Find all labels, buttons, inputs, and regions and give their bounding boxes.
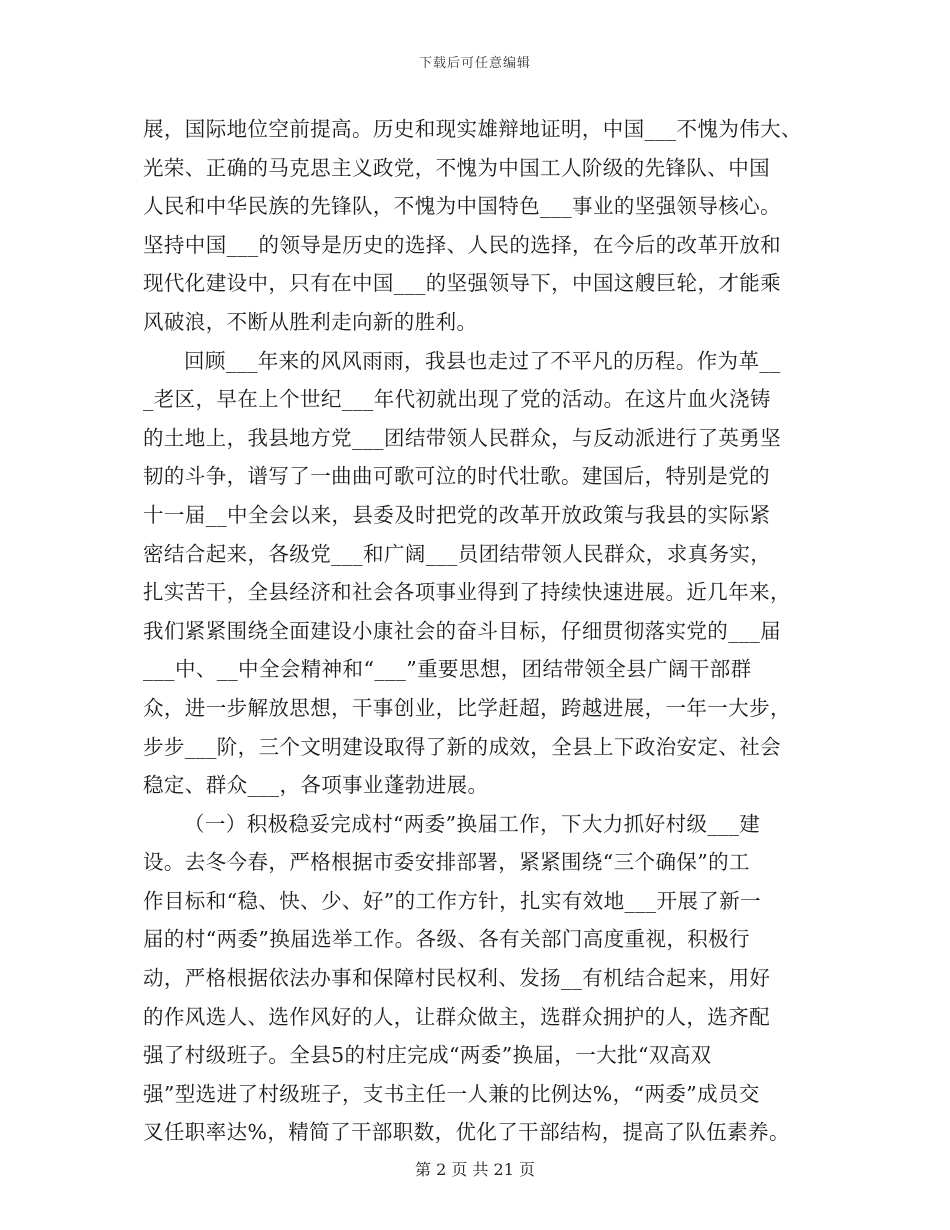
document-body [143,110,815,1152]
text-line: 扎实苦干，全县经济和社会各项事业得到了持续快速进展。近几年来， [143,580,791,605]
text-line: 我们紧紧围绕全面建设小康社会的奋斗目标，仔细贯彻落实党的___届 [143,618,782,643]
text-line: 人民和中华民族的先锋队，不愧为中国特色___事业的坚强领导核心。 [143,194,782,219]
text-line: 的土地上，我县地方党___团结带领人民群众，与反动派进行了英勇坚 [143,425,782,450]
text-line: 届的村“两委”换届选举工作。各级、各有关部门高度重视，积极行 [143,927,750,952]
text-line: 密结合起来，各级党___和广阔___员团结带领人民群众，求真务实， [143,541,772,566]
text-line: 设。去冬今春，严格根据市委安排部署，紧紧围绕“三个确保”的工 [143,850,750,875]
text-line: 作目标和“稳、快、少、好”的工作方针，扎实有效地___开展了新一 [143,888,762,913]
text-line: 现代化建设中，只有在中国___的坚强领导下，中国这艘巨轮，才能乘 [143,271,782,296]
text-line: 稳定、群众___，各项事业蓬勃进展。 [143,773,489,798]
text-line: 强了村级班子。全县5的村庄完成“两委”换届，一大批“双高双 [143,1043,712,1068]
text-line: 风破浪，不断从胜利走向新的胜利。 [143,309,478,334]
text-line: ___中、__中全会精神和“___”重要思想，团结带领全县广阔干部群 [143,657,752,682]
text-line: 叉任职率达%，精简了干部职数，优化了干部结构，提高了队伍素养。 [143,1120,790,1145]
text-line: 展，国际地位空前提高。历史和现实雄辩地证明，中国___不愧为伟大、 [143,117,802,141]
text-line: 众，进一步解放思想，干事创业，比学赶超，跨越进展，一年一大步， [143,695,791,720]
paragraph-start-line: 回顾___年来的风风雨雨，我县也走过了不平凡的历程。作为革__ [184,348,781,373]
text-line: 的作风选人、选作风好的人，让群众做主，选群众拥护的人，选齐配 [143,1004,770,1029]
page-header: 下载后可任意编辑 [418,56,531,71]
text-line: 光荣、正确的马克思主义政党，不愧为中国工人阶级的先锋队、中国 [143,155,770,180]
paragraph-start-line: （一）积极稳妥完成村“两委”换届工作，下大力抓好村级___建 [184,811,761,836]
text-line: 十一届__中全会以来，县委及时把党的改革开放政策与我县的实际紧 [143,502,771,527]
text-line: 步步___阶，三个文明建设取得了新的成效，全县上下政治安定、社会 [143,734,782,759]
text-line: 动，严格根据依法办事和保障村民权利、发扬__有机结合起来，用好 [143,966,771,991]
page-number-footer: 第 2 页 共 21 页 [415,1160,535,1179]
text-line: 韧的斗争，谱写了一曲曲可歌可泣的时代壮歌。建国后，特别是党的 [143,464,770,489]
text-line: 强”型选进了村级班子，支书主任一人兼的比例达%，“两委”成员交 [143,1081,760,1106]
text-line: _老区，早在上个世纪___年代初就出现了党的活动。在这片血火浇铸 [143,387,771,412]
text-line: 坚持中国___的领导是历史的选择、人民的选择，在今后的改革开放和 [143,232,782,257]
